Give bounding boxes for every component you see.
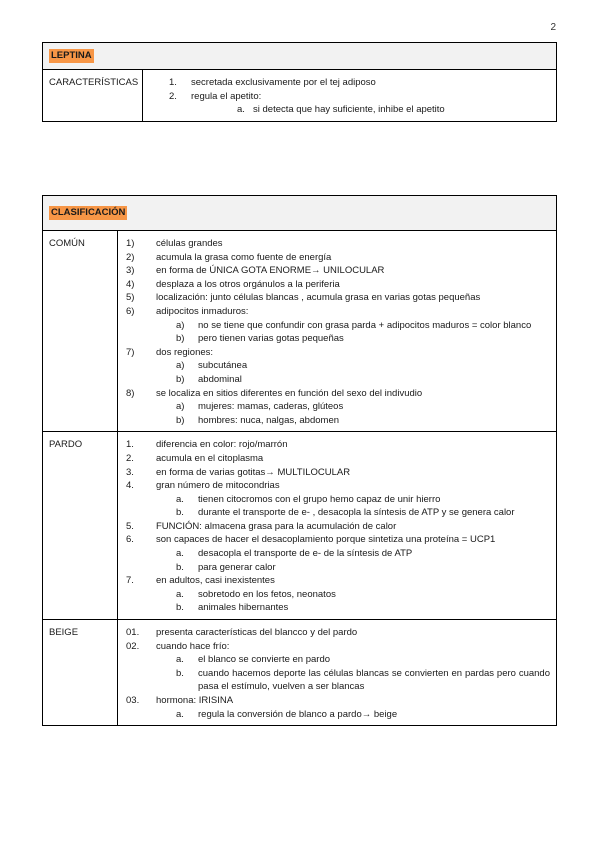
list-item: b) hombres: nuca, nalgas, abdomen (176, 414, 340, 426)
list-item: 6) adipocitos inmaduros: a) no se tiene que confundir con grasa parda + adipocitos maduros = color blanco b) pero tienen varias gotas pequeñas (124, 305, 550, 346)
leptina-table (42, 42, 557, 122)
list-item: 3) en forma de ÚNICA GOTA ENORME→ UNILOCULAR (126, 265, 385, 277)
leptina-label: CARACTERÍSTICAS (43, 70, 143, 122)
list-item: 01. presenta características del blancco y del pardo (126, 627, 358, 639)
leptina-content (143, 70, 557, 122)
list-item: 2. acumula en el citoplasma (126, 452, 264, 464)
pardo-label: PARDO (43, 432, 118, 620)
list-item: a. si detecta que hay suficiente, inhibe el apetito (237, 104, 445, 116)
list-item: a) mujeres: mamas, caderas, glúteos (176, 401, 344, 413)
list-item: b. durante el transporte de e- , desacopla la síntesis de ATP y se genera calor (176, 507, 515, 519)
list-item: b) pero tienen varias gotas pequeñas (176, 333, 344, 345)
beige-label: BEIGE (43, 620, 118, 726)
list-item: 3. en forma de varias gotitas→ MULTILOCULAR (126, 466, 351, 478)
leptina-header (43, 43, 557, 70)
list-item: b. para generar calor (176, 561, 276, 573)
list-item: 7. en adultos, casi inexistentes a. sobretodo en los fetos, neonatos b. animales hibernantes (124, 574, 550, 615)
list-item: a) subcutánea (176, 360, 248, 372)
list-item: a. regula la conversión de blanco a pardo→ beige (176, 708, 398, 720)
leptina-title: LEPTINA (51, 50, 92, 61)
list-item: 7) dos regiones: a) subcutánea b) abdominal (124, 346, 550, 387)
list-item: 6. son capaces de hacer el desacoplamiento porque sintetiza una proteína = UCP1 a. desacopla el transporte de e- de la síntesis de ATP b. para generar calor (124, 533, 550, 574)
list-item: 8) se localiza en sitios diferentes en función del sexo del indivudio a) mujeres: mamas, caderas, glúteos b) hombres: nuca, nalgas, abdomen (124, 387, 550, 428)
pardo-content (118, 432, 557, 620)
list-item: 2) acumula la grasa como fuente de energía (126, 251, 332, 263)
beige-content (118, 620, 557, 726)
list-item: 02. cuando hace frío: a. el blanco se convierte en pardo b. cuando hacemos deporte las células blancas se convierten en pardas pero cuando pasa el estímulo, vuelven a ser blancas (126, 640, 550, 693)
page-number: 2 (550, 22, 556, 33)
comun-content (118, 231, 557, 432)
list-item: 4) desplaza a los otros orgánulos a la periferia (126, 278, 340, 290)
list-item: 1. secretada exclusivamente por el tej adiposo (169, 77, 376, 88)
comun-label: COMÚN (43, 231, 118, 432)
list-item: 1. diferencia en color: rojo/marrón (126, 439, 288, 451)
list-item: 2. regula el apetito: a. si detecta que hay suficiente, inhibe el apetito (149, 90, 550, 117)
list-item: b. cuando hacemos deporte las células blancas se convierten en pardas pero cuando pasa el estímulo, vuelven a ser blancas (176, 667, 550, 693)
list-item: 5. FUNCIÓN: almacena grasa para la acumulación de calor (126, 520, 397, 532)
list-item: a. desacopla el transporte de e- de la síntesis de ATP (176, 548, 413, 560)
list-item: a. sobretodo en los fetos, neonatos (176, 588, 336, 600)
list-item: 03. hormona: IRISINA a. regula la conversión de blanco a pardo→ beige (124, 694, 550, 721)
list-item: 1) células grandes (126, 238, 223, 249)
clasificacion-table (42, 195, 557, 726)
list-item: b. animales hibernantes (176, 602, 289, 614)
list-item: a) no se tiene que confundir con grasa parda + adipocitos maduros = color blanco (176, 319, 532, 331)
list-item: a. el blanco se convierte en pardo (176, 654, 331, 666)
list-item: 5) localización: junto células blancas , acumula grasa en varias gotas pequeñas (126, 292, 481, 304)
list-item: 4. gran número de mitocondrias a. tienen citocromos con el grupo hemo capaz de unir hierro b. durante el transporte de e- , desacopla la síntesis de ATP y se genera calor (124, 479, 550, 520)
list-item: a. tienen citocromos con el grupo hemo capaz de unir hierro (176, 493, 441, 505)
list-item: b) abdominal (176, 373, 242, 385)
clasificacion-title: CLASIFICACIÓN (51, 207, 126, 218)
clasificacion-header (43, 196, 557, 231)
